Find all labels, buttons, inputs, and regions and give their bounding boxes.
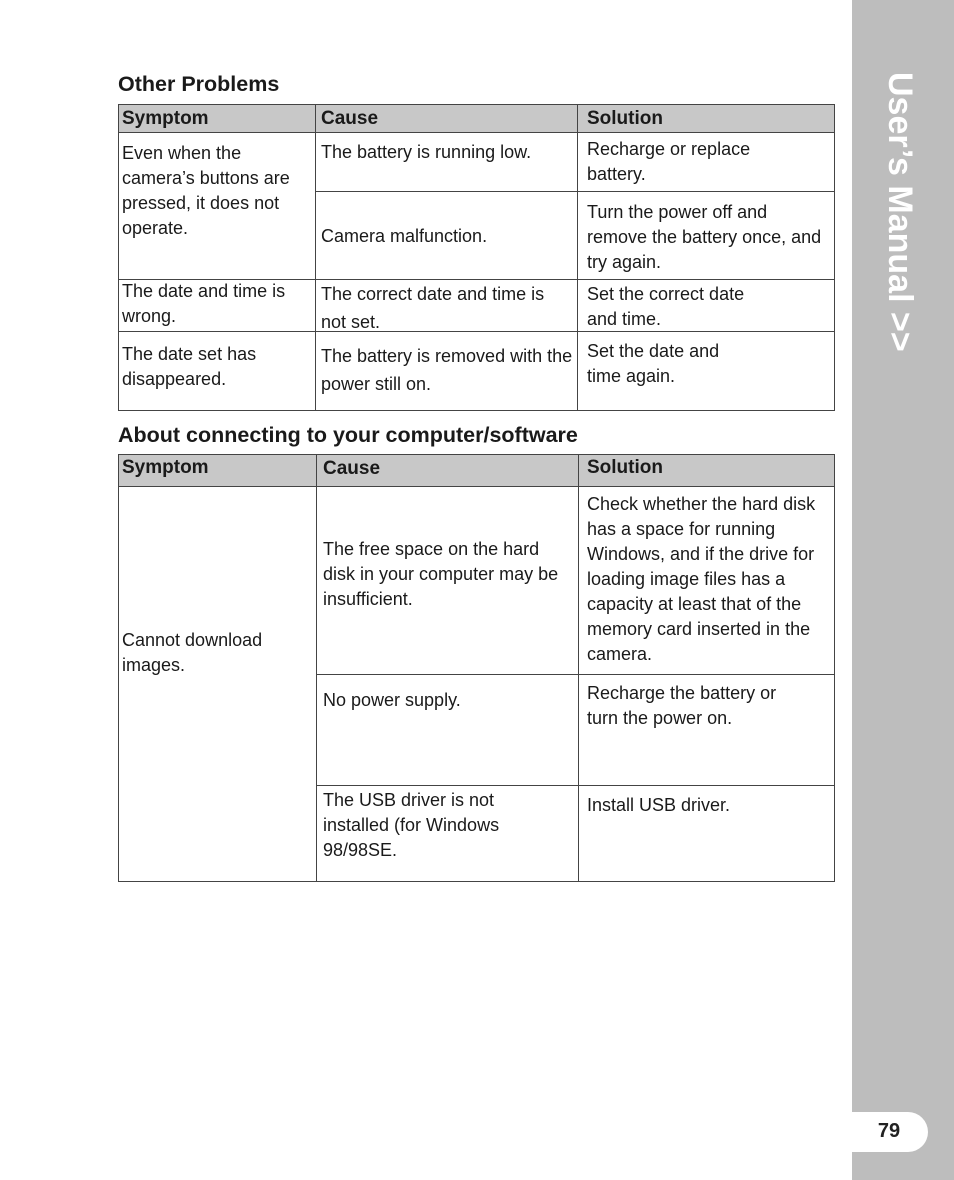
header-cause: Cause <box>321 108 379 129</box>
table-rule <box>118 881 835 882</box>
solution-cell: Turn the power off and remove the battery once, and try again. <box>587 202 822 272</box>
cause-cell: The battery is removed with the power still on. <box>321 346 573 394</box>
table-rule <box>316 454 317 882</box>
header-symptom: Symptom <box>122 457 209 478</box>
sidebar-title: User’s Manual >> <box>881 72 919 352</box>
table-rule <box>315 191 835 192</box>
section-title-connecting: About connecting to your computer/software <box>118 423 578 447</box>
table-rule <box>118 454 119 882</box>
cause-cell: Camera malfunction. <box>321 226 488 246</box>
solution-cell: Set the date and time again. <box>587 341 720 386</box>
symptom-cell: The date set has disappeared. <box>122 344 257 389</box>
header-symptom: Symptom <box>122 108 209 129</box>
table-rule <box>118 104 119 411</box>
solution-cell: Set the correct date and time. <box>587 284 745 329</box>
header-solution: Solution <box>587 457 663 478</box>
table-rule <box>578 454 579 882</box>
table-header-row <box>119 105 834 132</box>
cause-cell: The free space on the hard disk in your computer may be insufficient. <box>323 539 559 609</box>
solution-cell: Install USB driver. <box>587 795 731 815</box>
table-rule <box>118 486 835 487</box>
cause-cell: The USB driver is not installed (for Windows 98/98SE. <box>323 790 500 860</box>
table-rule <box>577 104 578 411</box>
cause-cell: The battery is running low. <box>321 142 532 162</box>
table-rule <box>118 410 835 411</box>
solution-cell: Recharge the battery or turn the power on. <box>587 683 777 728</box>
table-rule <box>118 454 835 455</box>
symptom-cell: Even when the camera’s buttons are pressed, it does not operate. <box>122 143 290 238</box>
page-number: 79 <box>877 1120 901 1142</box>
header-solution: Solution <box>587 108 663 129</box>
table-rule <box>316 785 835 786</box>
header-cause: Cause <box>323 458 381 479</box>
symptom-cell: Cannot download images. <box>122 630 263 675</box>
section-title-other-problems: Other Problems <box>118 72 280 96</box>
solution-cell: Check whether the hard disk has a space for running Windows, and if the drive for loading image files has a capacity at least that of the memory card inserted in the camera. <box>587 494 816 664</box>
table-rule <box>316 674 835 675</box>
solution-cell: Recharge or replace battery. <box>587 139 751 184</box>
symptom-cell: The date and time is wrong. <box>122 281 286 326</box>
table-header-row <box>119 455 834 486</box>
table-rule <box>315 104 316 411</box>
table-rule <box>834 104 835 411</box>
table-rule <box>118 132 835 133</box>
cause-cell: No power supply. <box>323 690 461 710</box>
table-rule <box>118 104 835 105</box>
table-rule <box>834 454 835 882</box>
cause-cell: The correct date and time is not set. <box>321 284 545 332</box>
